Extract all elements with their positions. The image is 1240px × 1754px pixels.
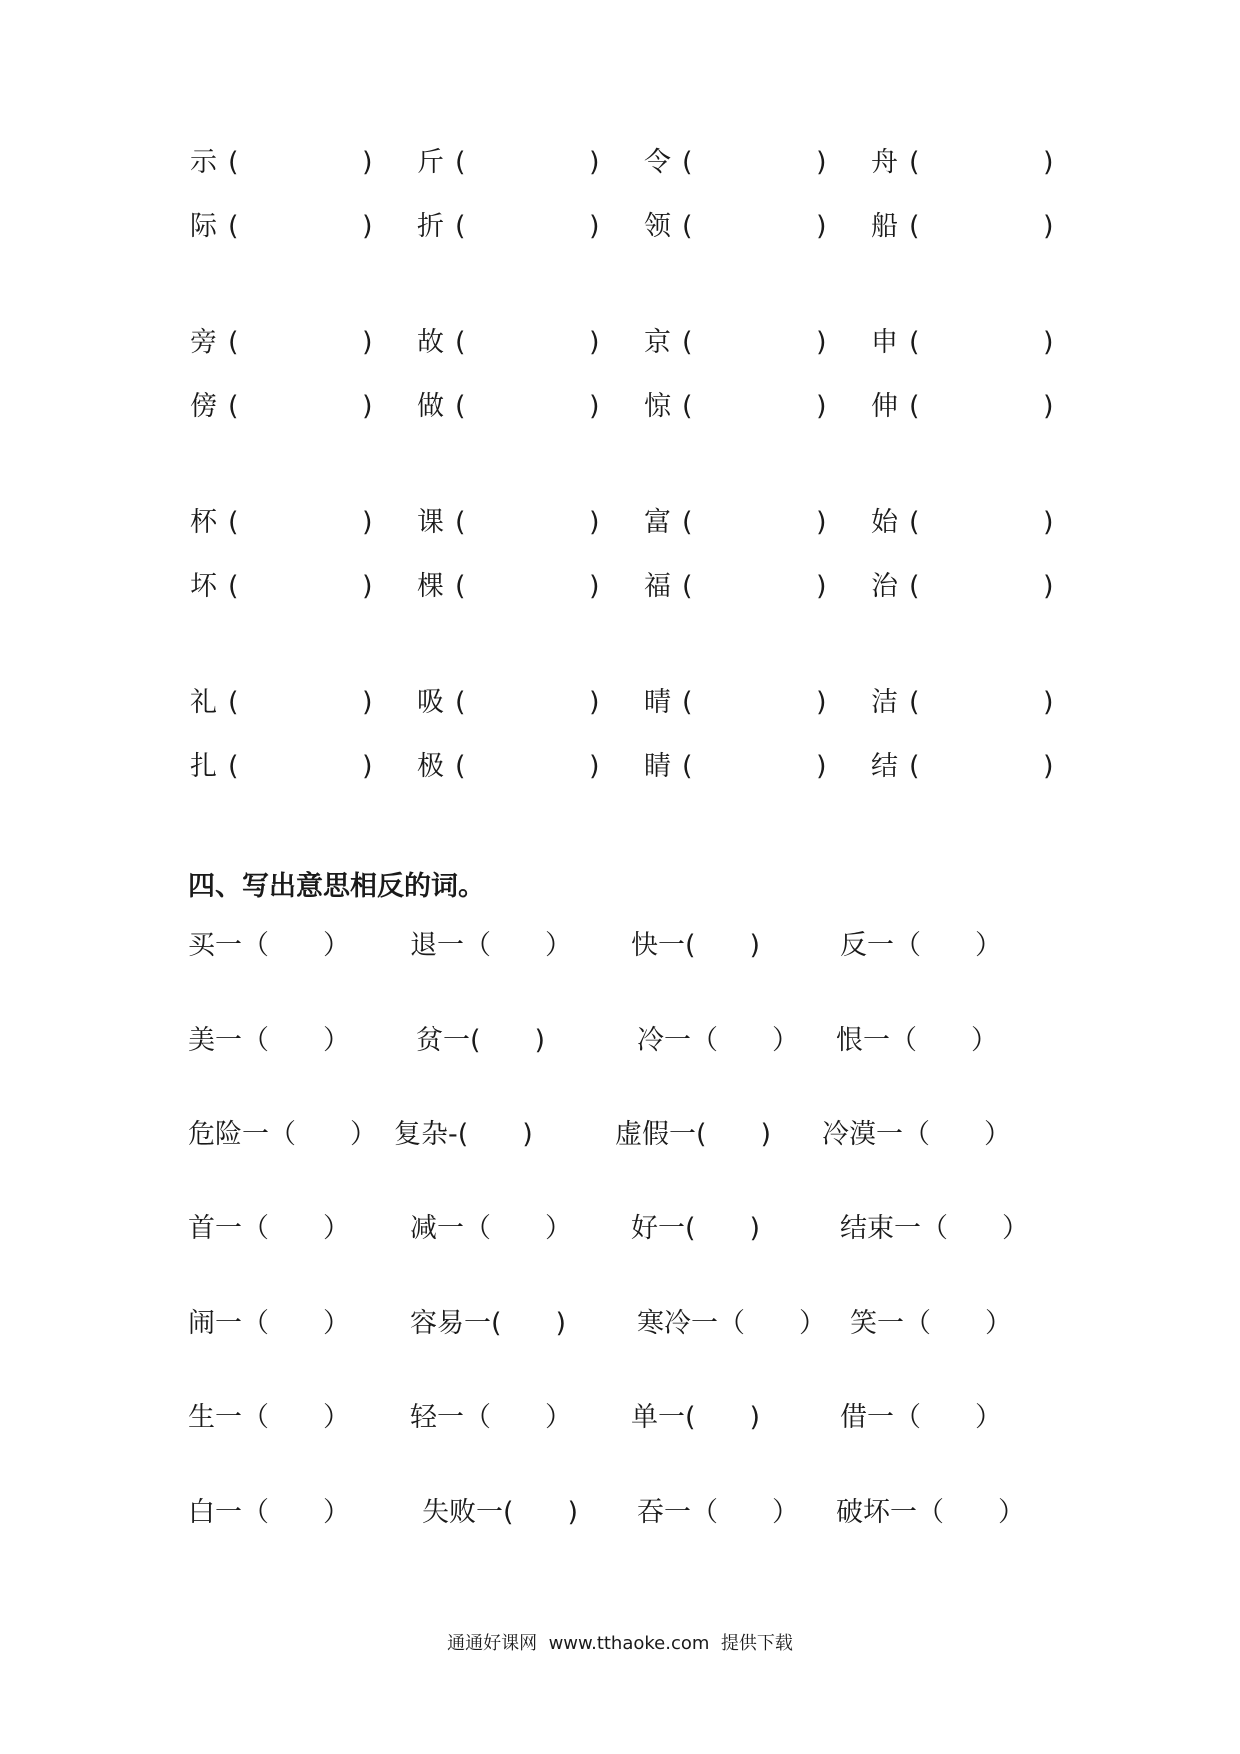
- close-paren: ): [362, 147, 373, 178]
- open-paren: (: [228, 507, 239, 538]
- open-paren: (: [682, 327, 693, 358]
- close-paren: ): [362, 391, 373, 422]
- character-row: [0, 207, 1240, 247]
- open-paren: (: [455, 327, 466, 358]
- footer-credit: 通通好课网 www.tthaoke.com 提供下载: [447, 1633, 793, 1654]
- character: 福: [644, 571, 671, 602]
- close-paren: ): [589, 751, 600, 782]
- open-paren: (: [228, 327, 239, 358]
- open-paren: (: [909, 327, 920, 358]
- character: 极: [417, 751, 444, 782]
- antonym-item: 减一（ ）: [410, 1213, 572, 1244]
- character: 晴: [644, 687, 671, 718]
- antonym-item: 轻一（ ）: [410, 1402, 572, 1433]
- character-row: [0, 747, 1240, 787]
- open-paren: (: [909, 211, 920, 242]
- character: 令: [644, 147, 671, 178]
- open-paren: (: [909, 571, 920, 602]
- open-paren: (: [682, 211, 693, 242]
- close-paren: ): [1043, 507, 1054, 538]
- close-paren: ): [816, 751, 827, 782]
- close-paren: ): [589, 571, 600, 602]
- character: 傍: [190, 391, 217, 422]
- close-paren: ): [816, 507, 827, 538]
- close-paren: ): [589, 211, 600, 242]
- character: 折: [417, 211, 444, 242]
- close-paren: ): [589, 147, 600, 178]
- character-row: [0, 323, 1240, 363]
- character: 际: [190, 211, 217, 242]
- antonym-row: [0, 926, 1240, 966]
- character: 船: [871, 211, 898, 242]
- close-paren: ): [816, 147, 827, 178]
- open-paren: (: [682, 687, 693, 718]
- open-paren: (: [682, 391, 693, 422]
- open-paren: (: [909, 391, 920, 422]
- character: 治: [871, 571, 898, 602]
- antonym-item: 结束一（ ）: [840, 1213, 1029, 1244]
- character: 坏: [190, 571, 217, 602]
- open-paren: (: [682, 751, 693, 782]
- close-paren: ): [816, 211, 827, 242]
- antonym-item: 破坏一（ ）: [836, 1497, 1025, 1528]
- antonym-item: 买一（ ）: [188, 930, 350, 961]
- open-paren: (: [682, 147, 693, 178]
- antonym-item: 冷漠一（ ）: [822, 1119, 1011, 1150]
- open-paren: (: [455, 571, 466, 602]
- character: 申: [871, 327, 898, 358]
- antonym-item: 白一（ ）: [188, 1497, 350, 1528]
- close-paren: ): [362, 687, 373, 718]
- antonym-item: 贫一( ): [416, 1025, 546, 1056]
- character: 惊: [644, 391, 671, 422]
- antonym-item: 闹一（ ）: [188, 1308, 350, 1339]
- character: 舟: [871, 147, 898, 178]
- open-paren: (: [455, 211, 466, 242]
- close-paren: ): [362, 571, 373, 602]
- open-paren: (: [455, 507, 466, 538]
- character-row: [0, 683, 1240, 723]
- close-paren: ): [1043, 391, 1054, 422]
- open-paren: (: [682, 507, 693, 538]
- character: 领: [644, 211, 671, 242]
- close-paren: ): [589, 687, 600, 718]
- close-paren: ): [362, 211, 373, 242]
- character: 始: [871, 507, 898, 538]
- open-paren: (: [455, 687, 466, 718]
- open-paren: (: [909, 147, 920, 178]
- antonym-item: 笑一（ ）: [850, 1308, 1012, 1339]
- antonym-row: [0, 1209, 1240, 1249]
- antonym-item: 借一（ ）: [840, 1402, 1002, 1433]
- antonym-item: 快一( ): [631, 930, 761, 961]
- character: 睛: [644, 751, 671, 782]
- antonym-item: 生一（ ）: [188, 1402, 350, 1433]
- close-paren: ): [1043, 147, 1054, 178]
- antonym-item: 危险一（ ）: [188, 1119, 377, 1150]
- close-paren: ): [1043, 211, 1054, 242]
- character-row: [0, 567, 1240, 607]
- character-row: [0, 503, 1240, 543]
- antonym-item: 失败一( ): [422, 1497, 579, 1528]
- open-paren: (: [455, 147, 466, 178]
- close-paren: ): [589, 327, 600, 358]
- close-paren: ): [1043, 571, 1054, 602]
- character: 故: [417, 327, 444, 358]
- character: 吸: [417, 687, 444, 718]
- open-paren: (: [682, 571, 693, 602]
- antonym-item: 寒冷一（ ）: [637, 1308, 826, 1339]
- open-paren: (: [228, 751, 239, 782]
- character: 洁: [871, 687, 898, 718]
- character-row: [0, 387, 1240, 427]
- antonym-item: 首一（ ）: [188, 1213, 350, 1244]
- close-paren: ): [362, 327, 373, 358]
- character: 扎: [190, 751, 217, 782]
- character: 课: [417, 507, 444, 538]
- character: 结: [871, 751, 898, 782]
- open-paren: (: [909, 507, 920, 538]
- antonym-row: [0, 1398, 1240, 1438]
- antonym-row: [0, 1021, 1240, 1061]
- character-row: [0, 143, 1240, 183]
- close-paren: ): [816, 571, 827, 602]
- antonym-item: 恨一（ ）: [836, 1025, 998, 1056]
- antonym-item: 吞一（ ）: [637, 1497, 799, 1528]
- open-paren: (: [228, 687, 239, 718]
- character: 京: [644, 327, 671, 358]
- antonym-item: 容易一( ): [410, 1308, 567, 1339]
- open-paren: (: [909, 687, 920, 718]
- antonym-item: 退一（ ）: [410, 930, 572, 961]
- open-paren: (: [455, 751, 466, 782]
- close-paren: ): [362, 507, 373, 538]
- antonym-item: 冷一（ ）: [637, 1025, 799, 1056]
- character: 示: [190, 147, 217, 178]
- character: 富: [644, 507, 671, 538]
- antonym-row: [0, 1493, 1240, 1533]
- section-four-heading: 四、写出意思相反的词。: [188, 871, 485, 902]
- antonym-item: 好一( ): [631, 1213, 761, 1244]
- antonym-item: 复杂-( ): [394, 1119, 533, 1150]
- antonym-row: [0, 1304, 1240, 1344]
- antonym-row: [0, 1115, 1240, 1155]
- open-paren: (: [228, 211, 239, 242]
- close-paren: ): [589, 507, 600, 538]
- close-paren: ): [1043, 687, 1054, 718]
- open-paren: (: [228, 147, 239, 178]
- open-paren: (: [228, 391, 239, 422]
- close-paren: ): [816, 687, 827, 718]
- close-paren: ): [816, 327, 827, 358]
- antonym-item: 虚假一( ): [615, 1119, 772, 1150]
- character: 棵: [417, 571, 444, 602]
- open-paren: (: [455, 391, 466, 422]
- character: 做: [417, 391, 444, 422]
- antonym-item: 单一( ): [631, 1402, 761, 1433]
- antonym-item: 美一（ ）: [188, 1025, 350, 1056]
- close-paren: ): [362, 751, 373, 782]
- character: 礼: [190, 687, 217, 718]
- open-paren: (: [228, 571, 239, 602]
- close-paren: ): [589, 391, 600, 422]
- character: 旁: [190, 327, 217, 358]
- antonym-item: 反一（ ）: [840, 930, 1002, 961]
- character: 斤: [417, 147, 444, 178]
- open-paren: (: [909, 751, 920, 782]
- close-paren: ): [816, 391, 827, 422]
- character: 杯: [190, 507, 217, 538]
- close-paren: ): [1043, 751, 1054, 782]
- close-paren: ): [1043, 327, 1054, 358]
- character: 伸: [871, 391, 898, 422]
